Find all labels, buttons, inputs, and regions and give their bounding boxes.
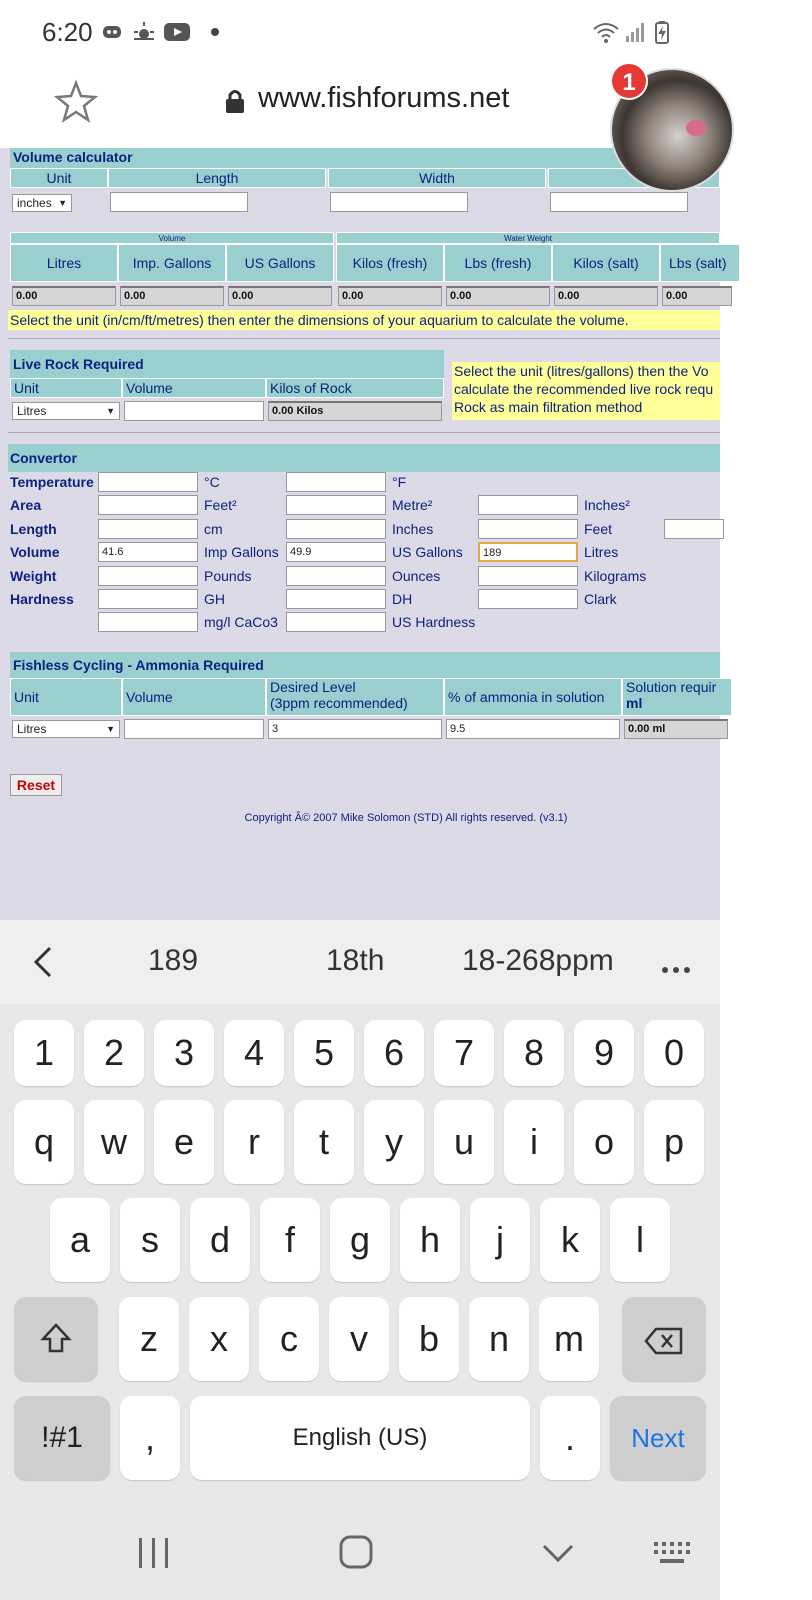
solution-result: 0.00 ml	[624, 719, 728, 739]
col-litres: Litres	[10, 244, 118, 282]
convertor-input[interactable]	[286, 566, 386, 586]
key-o[interactable]: o	[574, 1100, 634, 1184]
convertor-input[interactable]	[98, 495, 198, 515]
key-s[interactable]: s	[120, 1198, 180, 1282]
web-page	[0, 148, 727, 920]
convertor-unit-label: Ounces	[392, 568, 441, 584]
convertor-unit-label: °C	[204, 474, 220, 490]
key-n[interactable]: n	[469, 1297, 529, 1381]
convertor-input[interactable]	[478, 519, 578, 539]
header-unit: Unit	[10, 168, 108, 188]
convertor-unit-label: °F	[392, 474, 407, 490]
fishless-header-percent: % of ammonia in solution	[444, 678, 622, 716]
notification-dot-icon	[211, 28, 219, 36]
suggestion-1[interactable]: 189	[148, 944, 199, 977]
width-input[interactable]	[330, 192, 468, 212]
result-lbs-fresh: 0.00	[446, 286, 550, 306]
convertor-input[interactable]: 41.6	[98, 542, 198, 562]
notification-badge: 1	[610, 62, 648, 100]
unit-select-value: inches	[17, 196, 52, 210]
convertor-input[interactable]	[478, 495, 578, 515]
key-period[interactable]: .	[540, 1396, 600, 1480]
navigation-bar	[0, 1484, 720, 1600]
key-u[interactable]: u	[434, 1100, 494, 1184]
convertor-label: Temperature	[10, 474, 94, 490]
key-7[interactable]: 7	[434, 1020, 494, 1086]
desired-level-hint: (3ppm recommended)	[270, 695, 408, 711]
key-w[interactable]: w	[84, 1100, 144, 1184]
convertor-input[interactable]	[98, 566, 198, 586]
fishless-header-unit: Unit	[10, 678, 122, 716]
url-text[interactable]: www.fishforums.net	[258, 82, 510, 114]
convertor-input[interactable]	[664, 519, 724, 539]
col-lbs-salt: Lbs (salt)	[660, 244, 740, 282]
key-4[interactable]: 4	[224, 1020, 284, 1086]
space-key[interactable]: English (US)	[190, 1396, 530, 1480]
convertor-unit-label: Metre²	[392, 497, 433, 513]
live-rock-note-line: Select the unit (litres/gallons) then the Vo	[454, 363, 709, 379]
key-f[interactable]: f	[260, 1198, 320, 1282]
symbols-key[interactable]: !#1	[14, 1396, 110, 1480]
fishless-unit-value: Litres	[17, 722, 47, 736]
key-r[interactable]: r	[224, 1100, 284, 1184]
volume-instructions: Select the unit (in/cm/ft/metres) then enter the dimensions of your aquarium to calculate the volume.	[8, 310, 720, 330]
live-rock-note-line: Rock as main filtration method	[454, 399, 643, 415]
convertor-label: Length	[10, 521, 57, 537]
status-bar	[0, 0, 720, 62]
youtube-icon	[163, 20, 191, 44]
result-imp-gallons: 0.00	[120, 286, 224, 306]
header-length: Length	[108, 168, 326, 188]
live-rock-note-line: calculate the recommended live rock requ	[454, 381, 714, 397]
copyright-text: Copyright Â© 2007 Mike Solomon (STD) All rights reserved. (v3.1)	[244, 812, 568, 824]
weather-icon	[132, 20, 156, 44]
live-rock-result: 0.00 Kilos	[268, 401, 442, 421]
signal-icon	[624, 20, 648, 44]
dropdown-arrow-icon: ▼	[106, 406, 115, 416]
lock-icon	[224, 88, 246, 114]
convertor-input[interactable]	[286, 612, 386, 632]
next-key[interactable]: Next	[610, 1396, 706, 1480]
solution-unit-label: ml	[626, 695, 643, 711]
desired-level-label: Desired Level	[270, 679, 356, 695]
convertor-unit-label: US Gallons	[392, 544, 463, 560]
live-rock-header-volume: Volume	[122, 378, 266, 398]
suggestion-2[interactable]: 18th	[326, 944, 385, 977]
convertor-input[interactable]	[478, 589, 578, 609]
live-rock-title: Live Rock Required	[10, 350, 444, 378]
live-rock-header-kilos: Kilos of Rock	[266, 378, 444, 398]
convertor-unit-label: Inches	[392, 521, 434, 537]
convertor-unit-label: DH	[392, 591, 413, 607]
clock: 6:20	[42, 17, 93, 47]
length-input[interactable]	[110, 192, 248, 212]
convertor-input[interactable]	[98, 519, 198, 539]
ammonia-percent-input[interactable]: 9.5	[446, 719, 620, 739]
col-us-gallons: US Gallons	[226, 244, 334, 282]
convertor-unit-label: Feet	[584, 521, 613, 537]
convertor-label: Volume	[10, 544, 60, 560]
home-icon[interactable]	[338, 1534, 374, 1570]
key-z[interactable]: z	[119, 1297, 179, 1381]
convertor-input[interactable]	[286, 589, 386, 609]
convertor-unit-label: Kilograms	[584, 568, 647, 584]
dropdown-arrow-icon: ▼	[58, 198, 67, 208]
key-i[interactable]: i	[504, 1100, 564, 1184]
result-us-gallons: 0.00	[228, 286, 332, 306]
solution-required-label: Solution requir	[626, 679, 717, 695]
convertor-input[interactable]	[478, 566, 578, 586]
key-g[interactable]: g	[330, 1198, 390, 1282]
convertor-input[interactable]	[98, 589, 198, 609]
key-b[interactable]: b	[399, 1297, 459, 1381]
live-rock-header-unit: Unit	[10, 378, 122, 398]
convertor-unit-label: Litres	[584, 544, 619, 560]
key-d[interactable]: d	[190, 1198, 250, 1282]
key-3[interactable]: 3	[154, 1020, 214, 1086]
key-6[interactable]: 6	[364, 1020, 424, 1086]
suggestion-3[interactable]: 18-268ppm	[462, 944, 614, 977]
convertor-unit-label: Imp Gallons	[204, 544, 279, 560]
key-0[interactable]: 0	[644, 1020, 704, 1086]
key-v[interactable]: v	[329, 1297, 389, 1381]
key-2[interactable]: 2	[84, 1020, 144, 1086]
chevron-left-icon[interactable]	[30, 942, 58, 982]
key-q[interactable]: q	[14, 1100, 74, 1184]
dropdown-arrow-icon: ▼	[106, 724, 115, 734]
convertor-label: Weight	[10, 568, 57, 584]
live-rock-unit-select[interactable]	[12, 402, 120, 420]
convertor-unit-label: mg/l CaCo3	[204, 614, 278, 630]
water-weight-group-label: Water Weight	[336, 232, 720, 244]
convertor-unit-label: Pounds	[204, 568, 252, 584]
key-9[interactable]: 9	[574, 1020, 634, 1086]
bookmark-star-icon[interactable]	[54, 80, 98, 124]
convertor-unit-label: Inches²	[584, 497, 630, 513]
depth-input[interactable]	[550, 192, 688, 212]
key-5[interactable]: 5	[294, 1020, 354, 1086]
result-litres: 0.00	[12, 286, 116, 306]
header-width: Width	[328, 168, 546, 188]
key-p[interactable]: p	[644, 1100, 704, 1184]
fishless-header-volume: Volume	[122, 678, 266, 716]
col-kilos-salt: Kilos (salt)	[552, 244, 660, 282]
key-y[interactable]: y	[364, 1100, 424, 1184]
keyboard-switch-icon[interactable]	[652, 1540, 692, 1566]
convertor-unit-label: Clark	[584, 591, 617, 607]
convertor-input[interactable]	[98, 612, 198, 632]
reset-button[interactable]: Reset	[10, 774, 62, 796]
convertor-unit-label: cm	[204, 521, 223, 537]
result-lbs-salt: 0.00	[662, 286, 732, 306]
keyboard-suggestion-bar	[0, 920, 720, 1004]
col-lbs-fresh: Lbs (fresh)	[444, 244, 552, 282]
key-h[interactable]: h	[400, 1198, 460, 1282]
key-x[interactable]: x	[189, 1297, 249, 1381]
convertor-label: Hardness	[10, 591, 74, 607]
convertor-unit-label: US Hardness	[392, 614, 476, 630]
key-8[interactable]: 8	[504, 1020, 564, 1086]
live-rock-instructions	[452, 362, 720, 420]
live-rock-unit-value: Litres	[17, 404, 47, 418]
convertor-input[interactable]	[98, 472, 198, 492]
more-options-icon[interactable]	[662, 960, 695, 978]
convertor-label: Area	[10, 497, 42, 513]
fishless-volume-input[interactable]	[124, 719, 264, 739]
recent-apps-icon[interactable]	[136, 1536, 172, 1570]
convertor-input[interactable]: 49.9	[286, 542, 386, 562]
result-kilos-salt: 0.00	[554, 286, 658, 306]
divider	[8, 338, 720, 339]
key-comma[interactable]: ,	[120, 1396, 180, 1480]
result-kilos-fresh: 0.00	[338, 286, 442, 306]
fishless-header-desired	[266, 678, 444, 716]
volume-group-label: Volume	[10, 232, 334, 244]
fishless-cycling-title: Fishless Cycling - Ammonia Required	[10, 652, 720, 678]
convertor-input[interactable]	[286, 472, 386, 492]
hide-keyboard-icon[interactable]	[540, 1542, 576, 1566]
key-c[interactable]: c	[259, 1297, 319, 1381]
key-1[interactable]: 1	[14, 1020, 74, 1086]
fishless-header-solution	[622, 678, 732, 716]
key-k[interactable]: k	[540, 1198, 600, 1282]
key-m[interactable]: m	[539, 1297, 599, 1381]
discord-icon	[100, 20, 124, 44]
col-imp-gallons: Imp. Gallons	[118, 244, 226, 282]
live-rock-volume-input[interactable]	[124, 401, 264, 421]
fishless-unit-select[interactable]	[12, 720, 120, 738]
key-l[interactable]: l	[610, 1198, 670, 1282]
wifi-icon	[592, 20, 620, 44]
key-e[interactable]: e	[154, 1100, 214, 1184]
key-a[interactable]: a	[50, 1198, 110, 1282]
key-t[interactable]: t	[294, 1100, 354, 1184]
key-j[interactable]: j	[470, 1198, 530, 1282]
convertor-unit-label: Feet²	[204, 497, 237, 513]
convertor-input[interactable]	[286, 519, 386, 539]
shift-icon[interactable]	[14, 1297, 98, 1381]
convertor-input[interactable]	[286, 495, 386, 515]
divider	[8, 432, 720, 433]
col-kilos-fresh: Kilos (fresh)	[336, 244, 444, 282]
convertor-unit-label: GH	[204, 591, 225, 607]
unit-select[interactable]	[12, 194, 72, 212]
convertor-input[interactable]: 189	[478, 542, 578, 562]
volume-calculator-title: Volume calculator	[10, 148, 720, 168]
convertor-title: Convertor	[8, 444, 720, 472]
battery-charging-icon	[650, 20, 674, 44]
backspace-icon[interactable]	[622, 1297, 706, 1381]
desired-level-input[interactable]: 3	[268, 719, 442, 739]
